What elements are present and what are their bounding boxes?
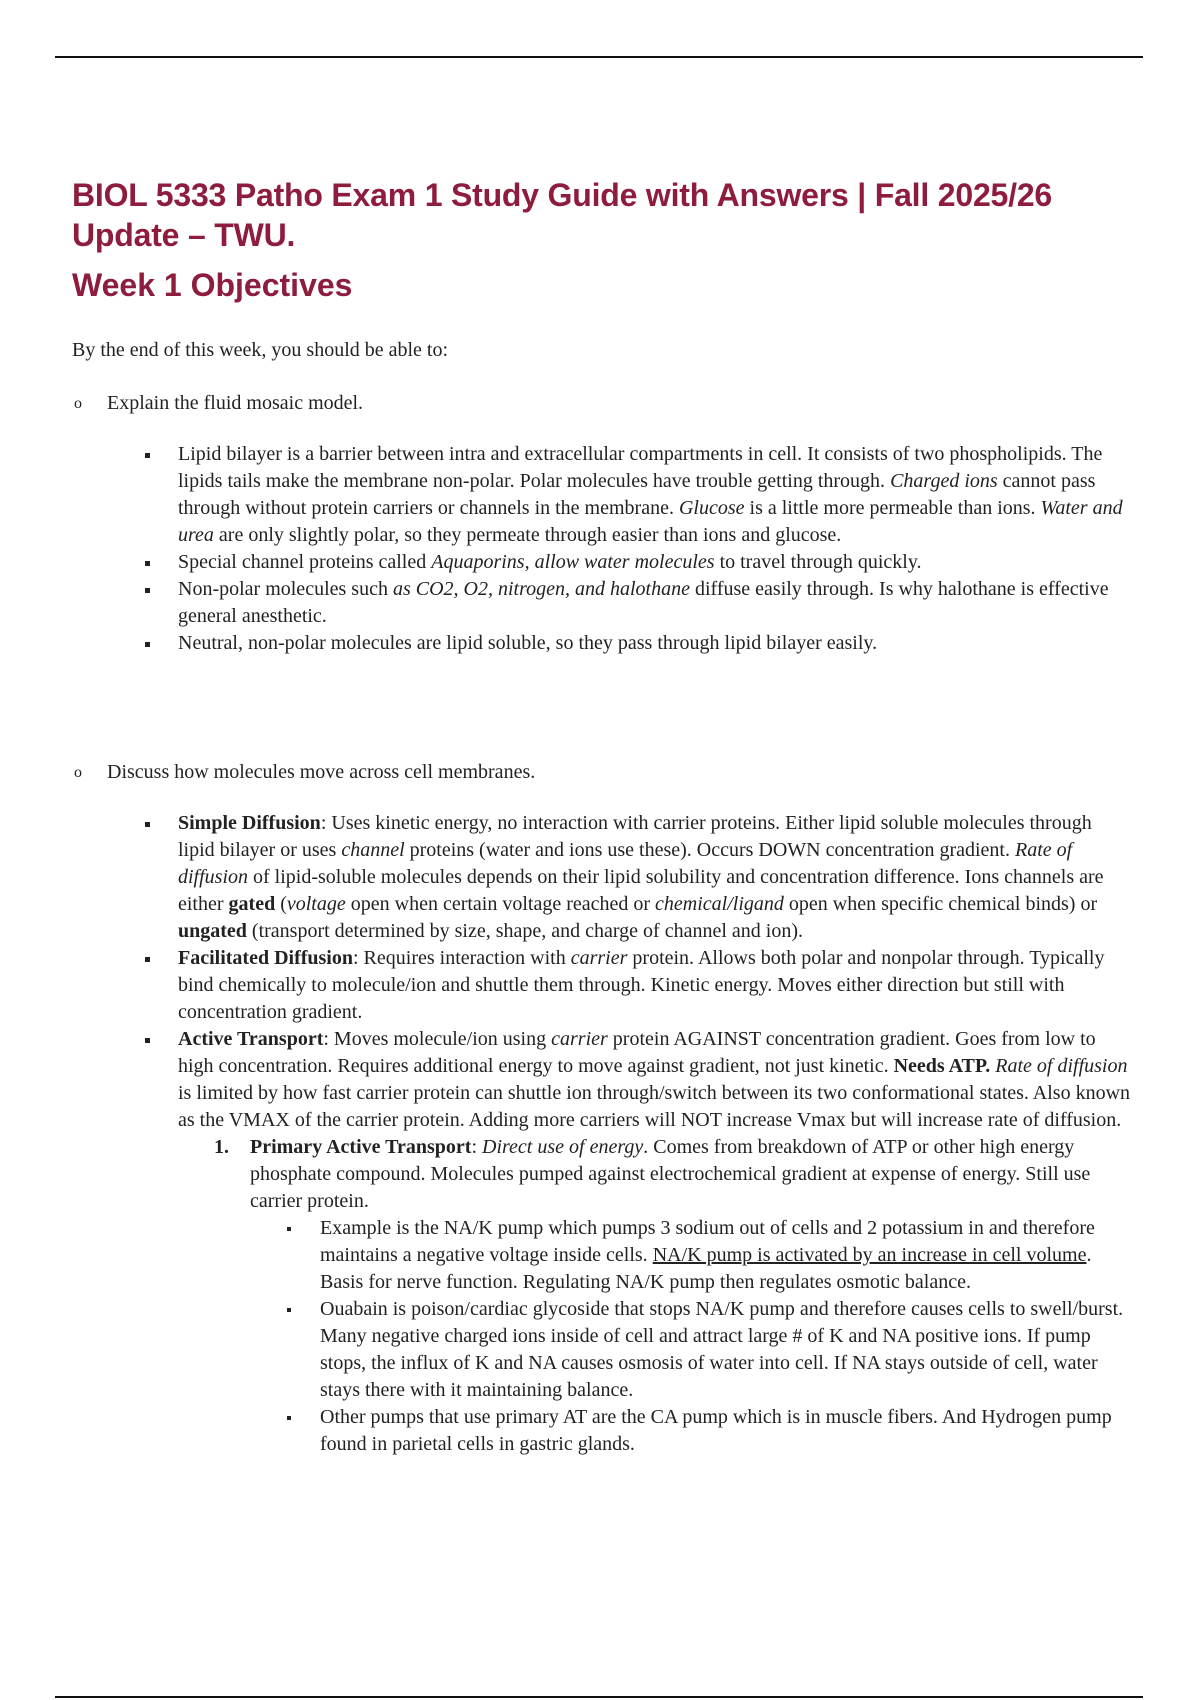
list-item: Special channel proteins called Aquaporins, allow water molecules to travel through quickly.	[178, 549, 1132, 576]
objective-2	[72, 759, 1132, 786]
bottom-rule	[55, 1696, 1143, 1698]
list-item: Example is the NA/K pump which pumps 3 sodium out of cells and 2 potassium in and therefore maintains a negative voltage inside cells. NA/K pump is activated by an increase in cell volume. Basis for nerve function. Regulating NA/K pump then regulates osmotic balance.	[320, 1215, 1132, 1296]
list-number: 1.	[214, 1136, 229, 1158]
objective-1	[72, 390, 1132, 417]
primary-transport-list	[250, 1215, 1132, 1458]
objective-2-text: Discuss how molecules move across cell membranes.	[107, 761, 536, 783]
square-bullet-icon	[145, 561, 150, 566]
square-bullet-icon	[145, 588, 150, 593]
square-bullet-icon	[145, 957, 150, 962]
list-item: 1. Primary Active Transport: Direct use of energy. Comes from breakdown of ATP or other high energy phosphate compound. Molecules pumped against electrochemical gradient at expense of energy. Still use carrier protein. Example is the NA/K pump which pumps 3 sodium out of cells and 2 potassium in and therefore maintains a negative voltage inside cells. NA/K pump is activated by an increase in cell volume. Basis for nerve function. Regulating NA/K pump then regulates osmotic balance. Ouabain is poison/cardiac glycoside that stops NA/K pump and therefore causes cells to swell/burst. Many negative charged ions inside of cell and attract large # of K and NA positive ions. If pump stops, the influx of K and NA causes osmosis of water into cell. If NA stays outside of cell, water stays there with it maintaining balance. Other pumps that use primary AT are the CA pump which is in muscle fibers. And Hydrogen pump found in parietal cells in gastric glands.	[250, 1134, 1132, 1458]
list-item: Facilitated Diffusion: Requires interaction with carrier protein. Allows both polar and nonpolar through. Typically bind chemically to molecule/ion and shuttle them through. Kinetic energy. Moves either direction but still with concentration gradient.	[178, 945, 1132, 1026]
list-item: Non-polar molecules such as CO2, O2, nitrogen, and halothane diffuse easily through. Is why halothane is effective general anesthetic.	[178, 576, 1132, 630]
document-body	[72, 175, 1132, 1458]
square-bullet-icon	[145, 1038, 150, 1043]
square-bullet-icon	[145, 822, 150, 827]
square-bullet-icon	[145, 453, 150, 458]
list-item: Lipid bilayer is a barrier between intra and extracellular compartments in cell. It consists of two phospholipids. The lipids tails make the membrane non-polar. Polar molecules have trouble getting through. Charged ions cannot pass through without protein carriers or channels in the membrane. Glucose is a little more permeable than ions. Water and urea are only slightly polar, so they permeate through easier than ions and glucose.	[178, 441, 1132, 549]
intro-text: By the end of this week, you should be able to:	[72, 339, 449, 361]
square-bullet-icon	[287, 1308, 291, 1312]
list-item: Other pumps that use primary AT are the CA pump which is in muscle fibers. And Hydrogen pump found in parietal cells in gastric glands.	[320, 1404, 1132, 1458]
square-bullet-icon	[145, 642, 150, 647]
list-item: Ouabain is poison/cardiac glycoside that stops NA/K pump and therefore causes cells to swell/burst. Many negative charged ions inside of cell and attract large # of K and NA positive ions. If pump stops, the influx of K and NA causes osmosis of water into cell. If NA stays outside of cell, water stays there with it maintaining balance.	[320, 1296, 1132, 1404]
fluid-mosaic-list	[72, 441, 1132, 657]
transport-list	[72, 810, 1132, 1458]
square-bullet-icon	[287, 1227, 291, 1231]
active-transport-list	[178, 1134, 1132, 1458]
list-item: Neutral, non-polar molecules are lipid soluble, so they pass through lipid bilayer easily.	[178, 630, 1132, 657]
top-rule	[55, 56, 1143, 58]
objective-1-text: Explain the fluid mosaic model.	[107, 392, 364, 414]
circle-bullet-icon: o	[74, 395, 82, 412]
document-title: BIOL 5333 Patho Exam 1 Study Guide with Answers | Fall 2025/26 Update – TWU.	[72, 177, 1053, 253]
spacer	[72, 657, 1132, 733]
square-bullet-icon	[287, 1416, 291, 1420]
section-heading: Week 1 Objectives	[72, 267, 353, 303]
circle-bullet-icon: o	[74, 764, 82, 781]
list-item: Simple Diffusion: Uses kinetic energy, no interaction with carrier proteins. Either lipid soluble molecules through lipid bilayer or uses channel proteins (water and ions use these). Occurs DOWN concentration gradient. Rate of diffusion of lipid-soluble molecules depends on their lipid solubility and concentration difference. Ions channels are either gated (voltage open when certain voltage reached or chemical/ligand open when specific chemical binds) or ungated (transport determined by size, shape, and charge of channel and ion).	[178, 810, 1132, 945]
list-item: Active Transport: Moves molecule/ion using carrier protein AGAINST concentration gradient. Goes from low to high concentration. Requires additional energy to move against gradient, not just kinetic. Needs ATP. Rate of diffusion is limited by how fast carrier protein can shuttle ion through/switch between its two conformational states. Also known as the VMAX of the carrier protein. Adding more carriers will NOT increase Vmax but will increase rate of diffusion. 1. Primary Active Transport: Direct use of energy. Comes from breakdown of ATP or other high energy phosphate compound. Molecules pumped against electrochemical gradient at expense of energy. Still use carrier protein. Example is the NA/K pump which pumps 3 sodium out of cells and 2 potassium in and therefore maintains a negative voltage inside cells. NA/K pump is activated by an increase in cell volume. Basis for nerve function. Regulating NA/K pump then regulates osmotic balance. Ouabain is poison/cardiac glycoside that stops NA/K pump and therefore causes cells to swell/burst. Many negative charged ions inside of cell and attract large # of K and NA positive ions. If pump stops, the influx of K and NA causes osmosis of water into cell. If NA stays outside of cell, water stays there with it maintaining balance. Other pumps that use primary AT are the CA pump which is in muscle fibers. And Hydrogen pump found in parietal cells in gastric glands.	[178, 1026, 1132, 1458]
